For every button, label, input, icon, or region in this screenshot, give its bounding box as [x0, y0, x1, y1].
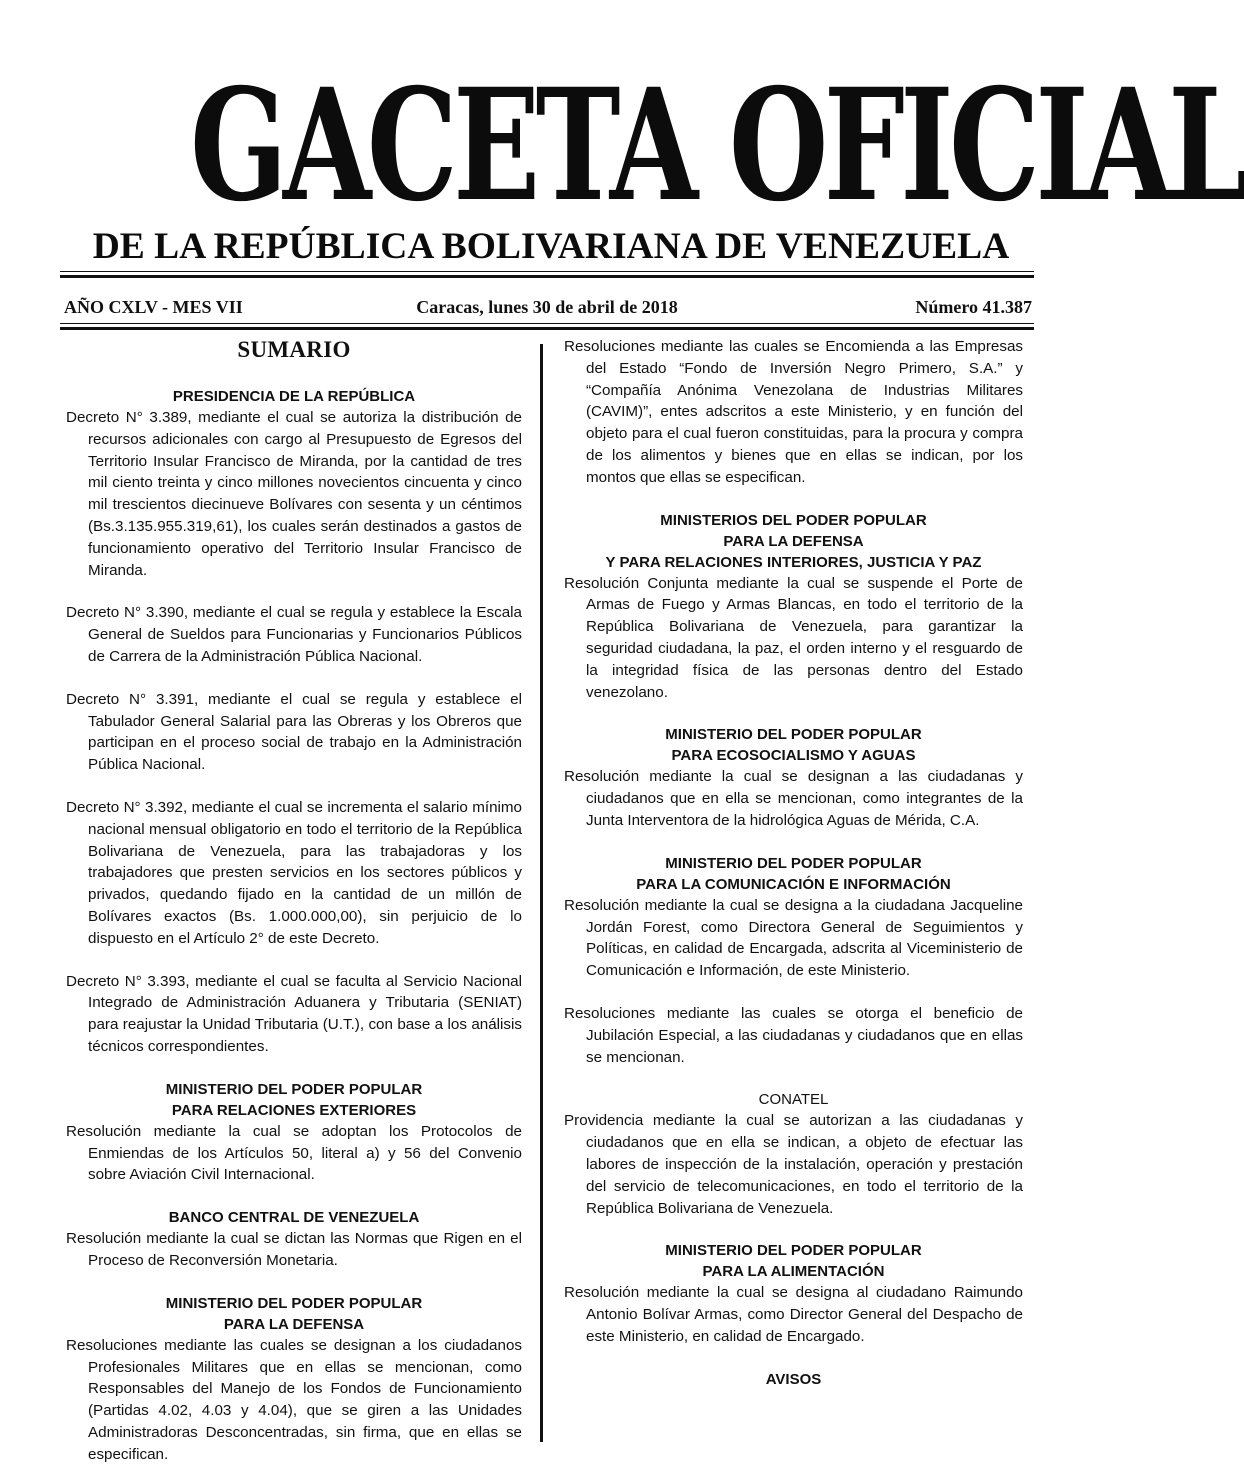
summary-section: [66, 386, 522, 1058]
header-rule-bottom-thin: [60, 323, 1034, 324]
summary-section: [66, 1186, 522, 1272]
summary-entry: Resolución mediante la cual se adoptan los Protocolos de Enmiendas de los Artículos 50, literal a) y 56 del Convenio sobre Aviación Civil Internacional.: [66, 1122, 522, 1184]
masthead-subtitle: DE LA REPÚBLICA BOLIVARIANA DE VENEZUELA: [92, 226, 1010, 267]
summary-entry: Decreto N° 3.390, mediante el cual se regula y establece la Escala General de Sueldos para Funcionarias y Funcionarios Públicos de Carrera de la Administración Pública Nacional.: [66, 604, 522, 665]
section-heading: PARA RELACIONES EXTERIORES: [171, 1101, 417, 1119]
summary-entry: Providencia mediante la cual se autorizan a las ciudadanas y ciudadanos que en ella se indican, a objeto de efectuar las labores de inspección de la instalación, operación y prestación del servicio de telecomunicaciones, en todo el territorio de la República Bolivariana de Venezuela.: [564, 1112, 1023, 1217]
summary-section: [564, 1219, 1023, 1347]
header-rule-bottom-thick: [60, 327, 1034, 330]
summary-title: SUMARIO: [237, 337, 351, 362]
summary-entry: Resolución mediante la cual se dictan las Normas que Rigen en el Proceso de Reconversión Monetaria.: [66, 1230, 522, 1269]
issue-year-month: AÑO CXLV - MES VII: [64, 297, 243, 317]
summary-section: [66, 1272, 522, 1465]
header-rule-top-thick: [60, 275, 1034, 278]
issue-line: [60, 293, 1034, 321]
summary-section: [564, 1348, 1023, 1390]
summary-section: [66, 1058, 522, 1186]
section-heading: MINISTERIO DEL PODER POPULAR: [665, 1242, 922, 1260]
summary-entry: Resolución mediante la cual se designa a la ciudadana Jacqueline Jordán Forest, como Directora General de Seguimientos y Políticas, en calidad de Encargada, adscrita al Viceministerio de Comunicación e Información, de este Ministerio.: [564, 896, 1023, 980]
section-heading: PARA LA COMUNICACIÓN E INFORMACIÓN: [636, 875, 951, 893]
section-heading: MINISTERIO DEL PODER POPULAR: [165, 1294, 423, 1312]
summary-entry: Decreto N° 3.393, mediante el cual se faculta al Servicio Nacional Integrado de Administración Aduanera y Tributaria (SENIAT) para reajustar la Unidad Tributaria (U.T.), con base a los análisis técnicos correspondientes.: [66, 972, 522, 1055]
summary-entry: Resolución mediante la cual se designan a las ciudadanas y ciudadanos que en ella se mencionan, como integrantes de la Junta Interventora de la hidrológica Aguas de Mérida, C.A.: [564, 768, 1023, 829]
issue-date: Caracas, lunes 30 de abril de 2018: [416, 297, 678, 317]
section-heading: PARA LA DEFENSA: [723, 532, 864, 550]
summary-entry: Resoluciones mediante las cuales se otorga el beneficio de Jubilación Especial, a las ciudadanas y ciudadanos que en ellas se mencionan.: [564, 1004, 1023, 1066]
summary-entry: Resolución Conjunta mediante la cual se suspende el Porte de Armas de Fuego y Armas Blancas, en todo el territorio de la República Bolivariana de Venezuela, para garantizar la seguridad ciudadana, la paz, el orden interno y el resguardo de la integridad física de las personas dentro del Estado venezolano.: [564, 574, 1023, 701]
summary-section: [564, 1068, 1023, 1219]
issue-number: Número 41.387: [915, 297, 1032, 317]
summary-section: [564, 336, 1023, 489]
section-heading: PARA ECOSOCIALISMO Y AGUAS: [671, 747, 916, 765]
section-heading: BANCO CENTRAL DE VENEZUELA: [168, 1209, 420, 1227]
summary-section: [564, 832, 1023, 1069]
section-heading: MINISTERIO DEL PODER POPULAR: [665, 726, 922, 744]
section-heading: Y PARA RELACIONES INTERIORES, JUSTICIA Y PAZ: [605, 553, 982, 571]
section-heading: MINISTERIO DEL PODER POPULAR: [165, 1080, 423, 1098]
section-heading: MINISTERIO DEL PODER POPULAR: [665, 854, 922, 872]
summary-section: [564, 489, 1023, 704]
summary-entry: Decreto N° 3.389, mediante el cual se autoriza la distribución de recursos adicionales con cargo al Presupuesto de Egresos del Territorio Insular Francisco de Miranda, por la cantidad de tres mil ciento treinta y cinco millones novecientos cincuenta y cinco mil trescientos diecinueve Bolívares con sesenta y un céntimos (Bs.3.135.955.319,61), los cuales serán destinados a gastos de funcionamiento operativo del Territorio Insular Francisco de Miranda.: [66, 409, 522, 579]
header-rule-top-thin: [60, 271, 1034, 272]
summary-entry: Decreto N° 3.392, mediante el cual se incrementa el salario mínimo nacional mensual obligatorio en todo el territorio de la República Bolivariana de Venezuela, para las trabajadoras y los trabajadores que presten servicios en los sectores públicos y privados, quedando fijado en la cantidad de un millón de Bolívares exactos (Bs. 1.000.000,00), sin perjuicio de lo dispuesto en el Artículo 2° de este Decreto.: [66, 798, 522, 947]
summary-entry: Resoluciones mediante las cuales se designan a los ciudadanos Profesionales Militares que en ellas se mencionan, como Responsables del Manejo de los Fondos de Funcionamiento (Partidas 4.02, 4.03 y 4.04), que se giren a las Unidades Administradoras Desconcentradas, sin firma, que en ellas se especifican.: [66, 1336, 522, 1463]
summary-entry: Decreto N° 3.391, mediante el cual se regula y establece el Tabulador General Salarial para las Obreras y los Obreros que participan en el proceso social de trabajo en la Administración Pública Nacional.: [66, 690, 522, 774]
summary-entry: Resoluciones mediante las cuales se Encomienda a las Empresas del Estado “Fondo de Inversión Negro Primero, S.A.” y “Compañía Anónima Venezolana de Industrias Militares (CAVIM)”, entes adscritos a este Ministerio, y en función del objeto para el cual fueron constituidas, para la procura y compra de los alimentos y bienes que en ellas se indican, por los montos que ellas se especifican.: [564, 338, 1023, 486]
summary-entry: Resolución mediante la cual se designa al ciudadano Raimundo Antonio Bolívar Armas, como Director General del Despacho de este Ministerio, en calidad de Encargado.: [564, 1284, 1023, 1345]
summary-section: [564, 703, 1023, 831]
section-heading: MINISTERIOS DEL PODER POPULAR: [660, 511, 927, 529]
section-heading: PARA LA DEFENSA: [223, 1315, 365, 1333]
section-heading: PRESIDENCIA DE LA REPÚBLICA: [172, 388, 416, 405]
section-heading: PARA LA ALIMENTACIÓN: [702, 1263, 885, 1281]
masthead-title: GACETA OFICIAL: [190, 55, 1244, 236]
column-divider: [540, 344, 543, 1442]
section-heading: CONATEL: [758, 1091, 829, 1109]
summary-left-column: [66, 336, 522, 1465]
section-heading: AVISOS: [765, 1370, 822, 1388]
summary-right-column: [564, 336, 1023, 1390]
